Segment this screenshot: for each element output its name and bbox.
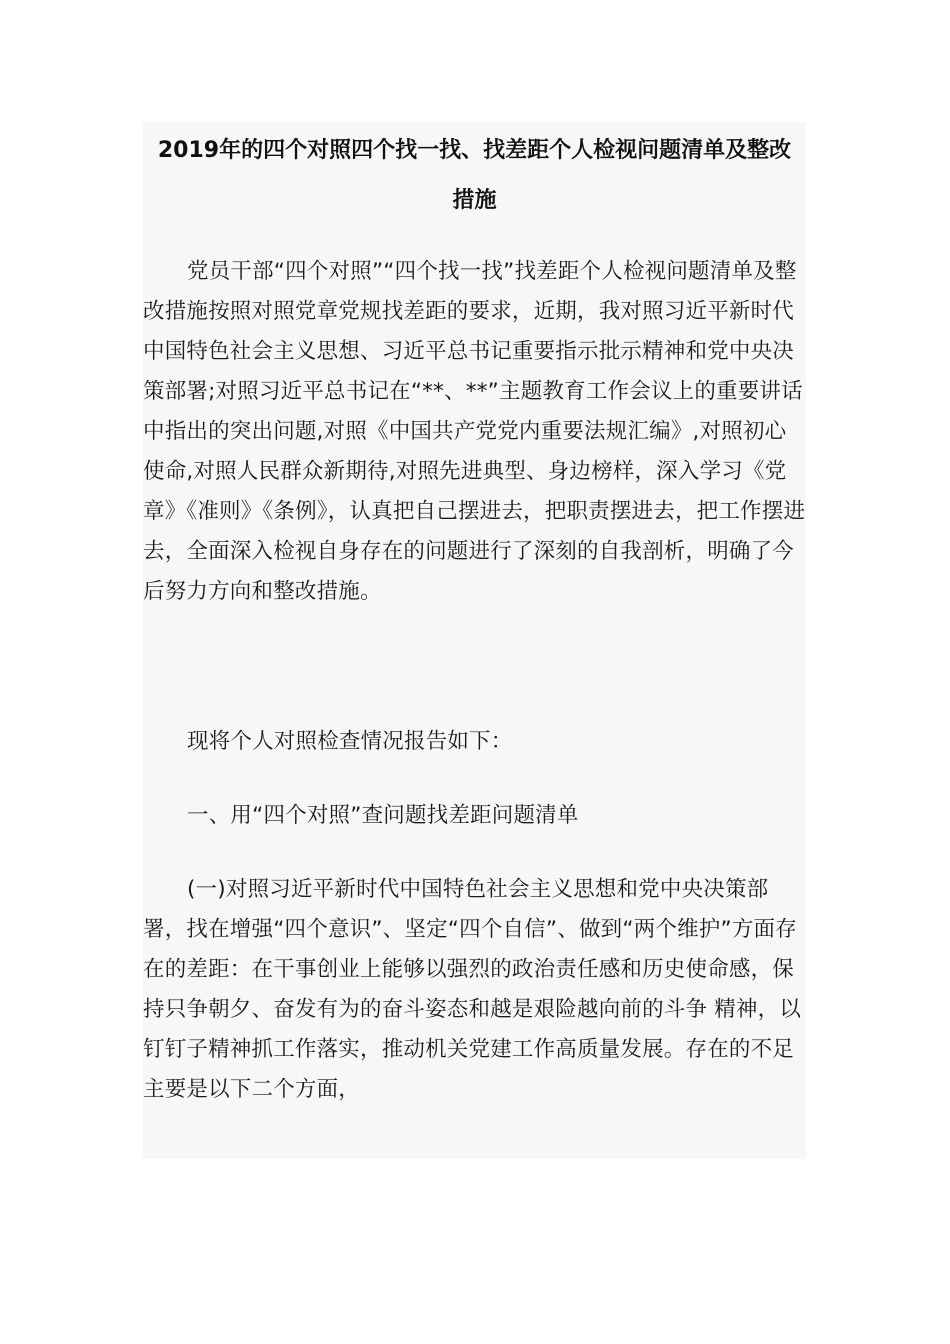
subsection-paragraph-1: (一)对照习近平新时代中国特色社会主义思想和党中央决策部署，找在增强“四个意识”、坚定“四个自信”、做到“两个维护”方面存在的差距：在干事创业上能够以强烈的政治责任感和历史使命感，保持只争朝夕、奋发有为的奋斗姿态和越是艰险越向前的斗争 精神，以钉钉子精神抓工作落实，推动机关党建工作高质量发展。存在的不足主要是以下二个方面，: [143, 877, 802, 1102]
report-lead-paragraph: 现将个人对照检查情况报告如下：: [187, 729, 513, 754]
section-heading-1: 一、用“四个对照”查问题找差距问题清单: [187, 803, 579, 828]
document-title-line-2: 措施: [452, 188, 497, 213]
intro-paragraph: 党员干部“四个对照”“四个找一找”找差距个人检视问题清单及整改措施按照对照党章党规找差距的要求，近期，我对照习近平新时代中国特色社会主义思想、习近平总书记重要指示批示精神和党中央决策部署;对照习近平总书记在“**、**”主题教育工作会议上的重要讲话中指出的突出问题,对照《中国共产党党内重要法规汇编》,对照初心使命,对照人民群众新期待,对照先进典型、身边榜样，深入学习《党章》《准则》《条例》，认真把自己摆进去，把职责摆进去，把工作摆进去，全面深入检视自身存在的问题进行了深刻的自我剖析，明确了今后努力方向和整改措施。: [143, 259, 806, 604]
document-title-line-1: 2019年的四个对照四个找一找、找差距个人检视问题清单及整改: [157, 138, 792, 163]
document-text-block: [143, 122, 806, 1159]
